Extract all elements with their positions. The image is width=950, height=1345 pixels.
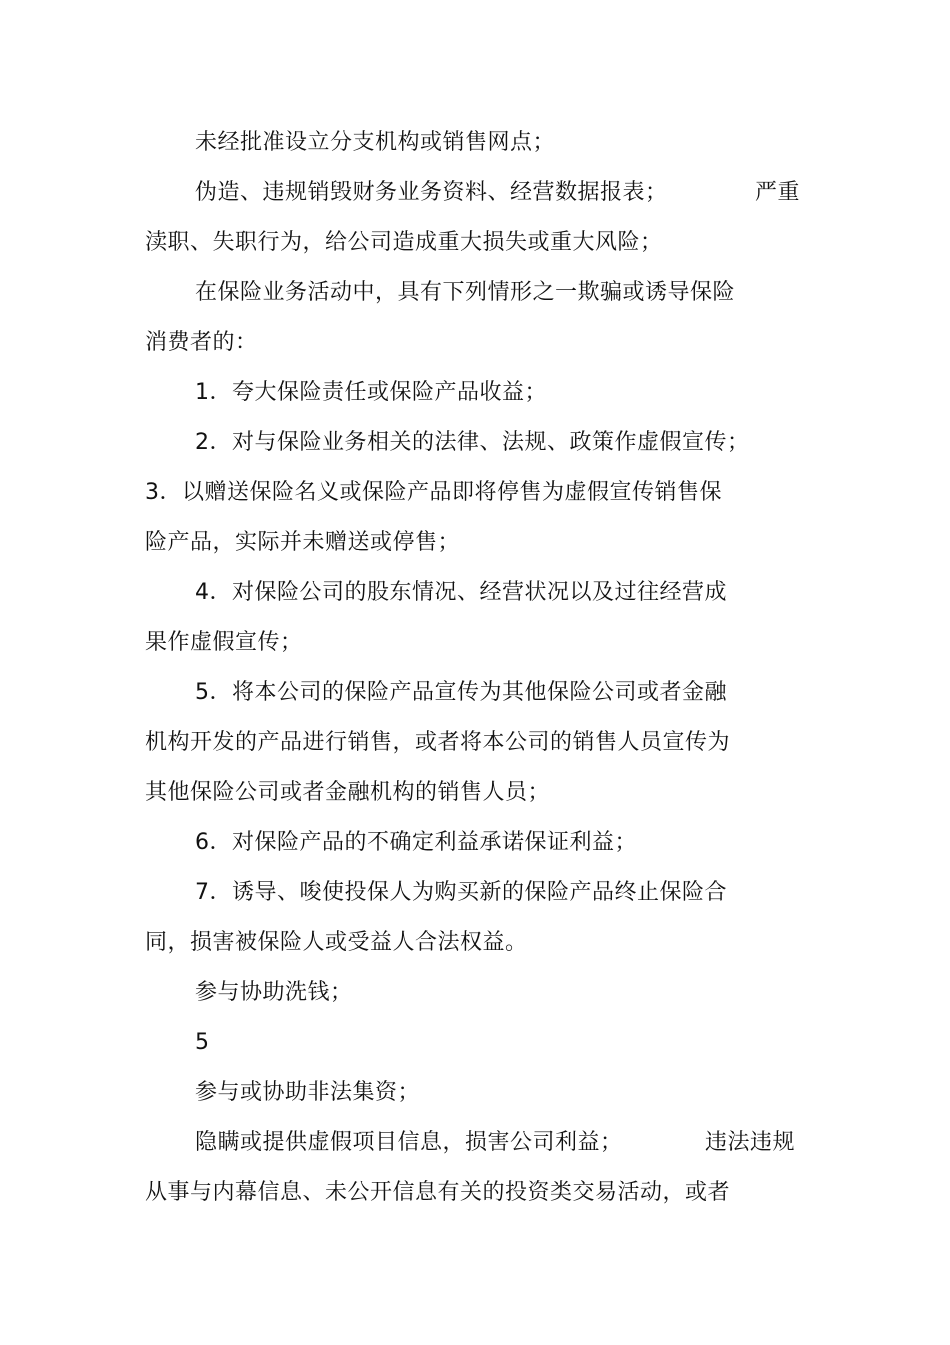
list-item: 7．诱导、唆使投保人为购买新的保险产品终止保险合 xyxy=(195,880,727,905)
text-line: 从事与内幕信息、未公开信息有关的投资类交易活动，或者 xyxy=(145,1180,731,1205)
text-line: 消费者的： xyxy=(145,330,258,355)
list-item: 3．以赠送保险名义或保险产品即将停售为虚假宣传销售保 xyxy=(145,480,722,505)
list-item: 6．对保险产品的不确定利益承诺保证利益； xyxy=(195,830,637,855)
text-line: 险产品，实际并未赠送或停售； xyxy=(145,530,461,555)
text-line: 参与或协助非法集资； xyxy=(195,1080,421,1105)
text-line: 在保险业务活动中，具有下列情形之一欺骗或诱导保险 xyxy=(195,280,736,305)
text-line: 违法违规 xyxy=(705,1130,796,1155)
list-item: 5．将本公司的保险产品宣传为其他保险公司或者金融 xyxy=(195,680,727,705)
text-line: 果作虚假宣传； xyxy=(145,630,303,655)
text-line: 其他保险公司或者金融机构的销售人员； xyxy=(145,780,551,805)
page-number: 5 xyxy=(195,1030,210,1055)
text-line: 机构开发的产品进行销售，或者将本公司的销售人员宣传为 xyxy=(145,730,731,755)
text-line: 未经批准设立分支机构或销售网点； xyxy=(195,130,556,155)
list-item: 1．夸大保险责任或保险产品收益； xyxy=(195,380,547,405)
list-item: 4．对保险公司的股东情况、经营状况以及过往经营成 xyxy=(195,580,727,605)
text-line: 隐瞒或提供虚假项目信息，损害公司利益； xyxy=(195,1130,623,1155)
text-line: 参与协助洗钱； xyxy=(195,980,353,1005)
text-line: 严重 xyxy=(755,180,801,205)
list-item: 2．对与保险业务相关的法律、法规、政策作虚假宣传； xyxy=(195,430,750,455)
text-line: 伪造、违规销毁财务业务资料、经营数据报表； xyxy=(195,180,668,205)
text-line: 渎职、失职行为，给公司造成重大损失或重大风险； xyxy=(145,230,663,255)
text-line: 同，损害被保险人或受益人合法权益。 xyxy=(145,930,528,955)
